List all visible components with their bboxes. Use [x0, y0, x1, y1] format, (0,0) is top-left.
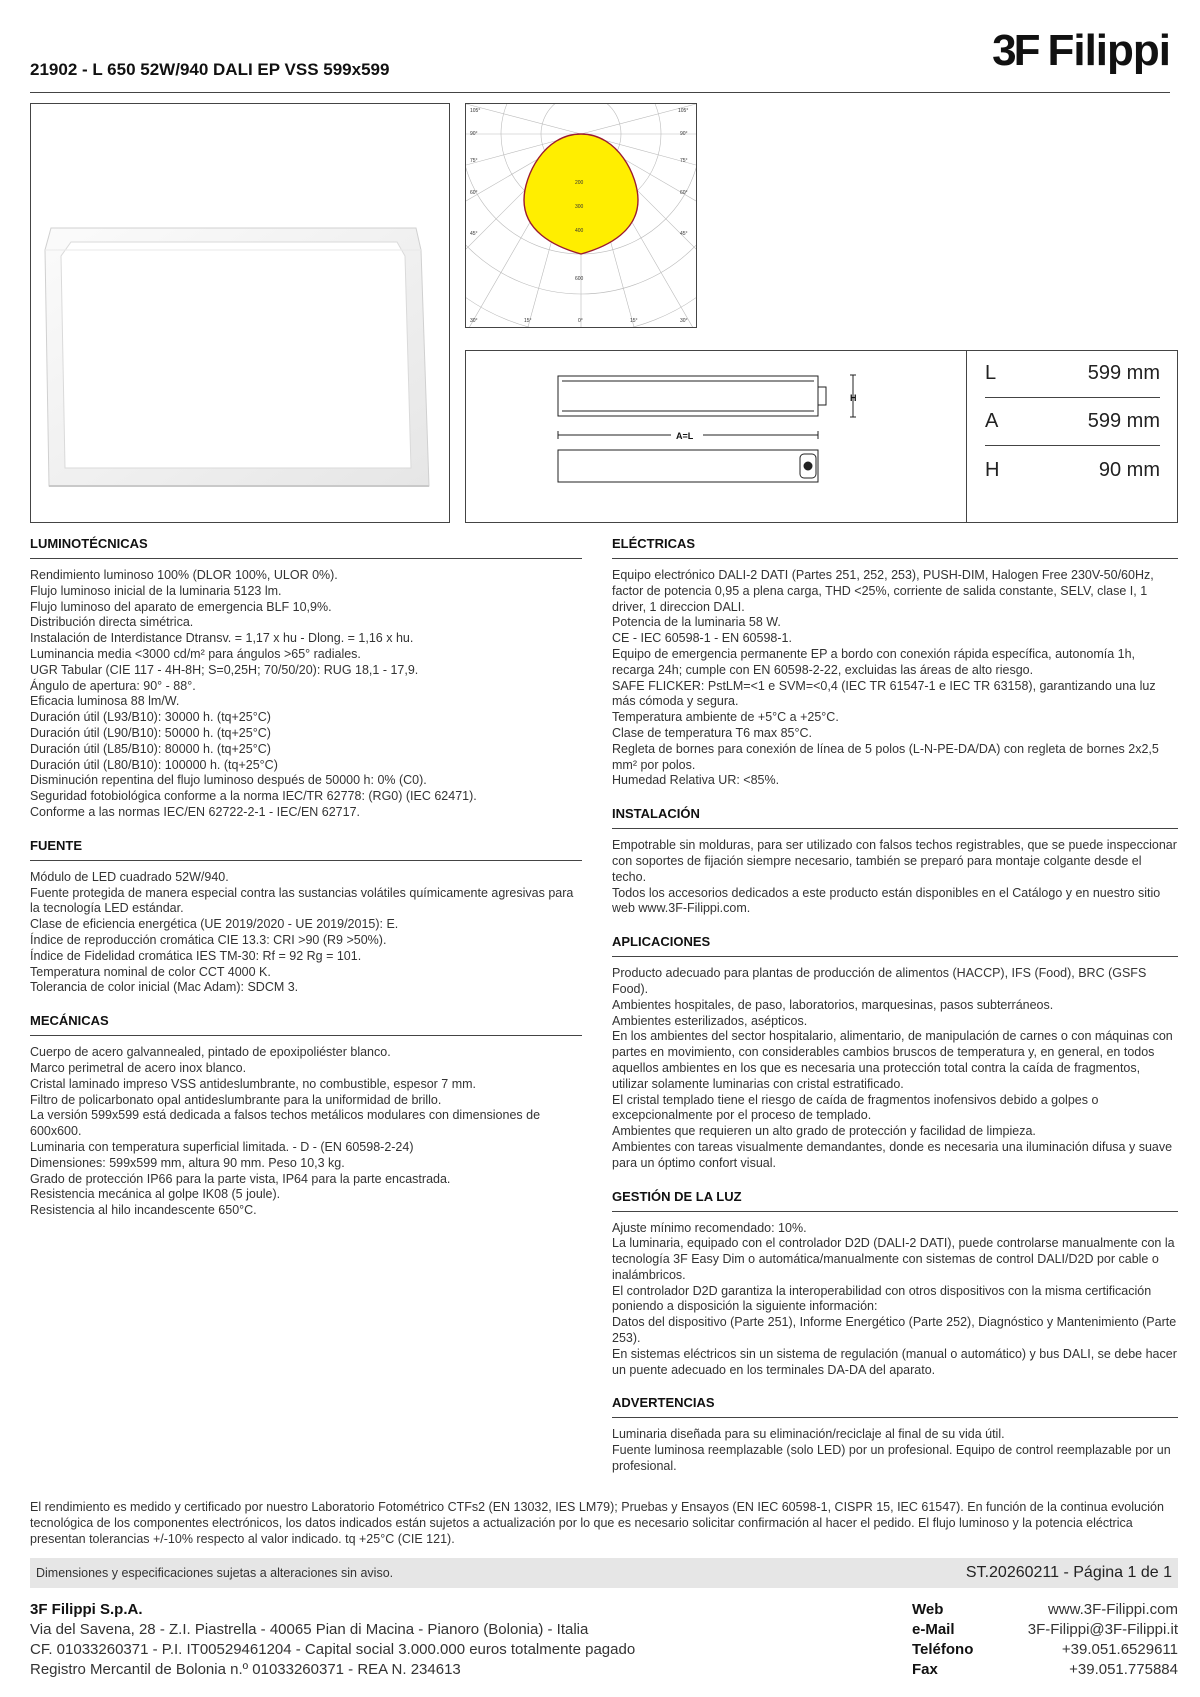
- section-title-advertencias: ADVERTENCIAS: [612, 1392, 1178, 1418]
- panel-diffuser: [61, 242, 411, 468]
- label-60-left: 60°: [470, 190, 478, 196]
- contact-phone: +39.051.6529611: [1061, 1641, 1178, 1658]
- spec-line: Humedad Relativa UR: <85%.: [612, 773, 780, 788]
- width-length-label: A=L: [676, 431, 694, 441]
- spec-line: Dimensiones: 599x599 mm, altura 90 mm. Peso 10,3 kg.: [30, 1155, 345, 1170]
- dimension-row-a: [985, 398, 1160, 446]
- spec-line: Clase de eficiencia energética (UE 2019/2020 - UE 2019/2015): E.: [30, 917, 399, 932]
- spec-line: Resistencia mecánica al golpe IK08 (5 joule).: [30, 1187, 281, 1202]
- spec-line: El cristal templado tiene el riesgo de caída de fragmentos inofensivos debido a golpes o excepcionalmente por el proceso de templado.: [612, 1092, 1099, 1123]
- company-registry: Registro Mercantil de Bolonia n.º 01033260371 - REA N. 234613: [30, 1661, 461, 1678]
- label-15-bottom-left: 15°: [524, 318, 532, 324]
- label-75-right: 75°: [680, 158, 688, 164]
- spec-line: Conforme a las normas IEC/EN 62722-2-1 - IEC/EN 62717.: [30, 804, 361, 819]
- section-body-instalacion: [612, 838, 1178, 917]
- contact-email-link[interactable]: 3F-Filippi@3F-Filippi.it: [1027, 1621, 1178, 1638]
- contact-key: Web: [912, 1601, 944, 1618]
- contact-fax: +39.051.775884: [1069, 1661, 1178, 1678]
- ring-400: 400: [575, 228, 584, 234]
- dimension-row-l: [985, 350, 1160, 398]
- section-body-fuente: [30, 870, 582, 996]
- spec-line: Índice de reproducción cromática CIE 13.3: CRI >90 (R9 >50%).: [30, 932, 387, 947]
- spec-line: Disminución repentina del flujo luminoso después de 50000 h: 0% (C0).: [30, 773, 427, 788]
- spec-line: Luminaria con temperatura superficial limitada. - D - (EN 60598-2-24): [30, 1139, 414, 1154]
- dimension-key: L: [985, 362, 997, 384]
- spec-line: Distribución directa simétrica.: [30, 615, 194, 630]
- label-75-left: 75°: [470, 158, 478, 164]
- label-45-left: 45°: [470, 231, 478, 237]
- spec-line: Empotrable sin molduras, para ser utilizado con falsos techos registrables, que se puede inspeccionar con soportes de fijación siempre necesario, también se preparó para montaje colgante desde el techo.: [612, 838, 1177, 884]
- dimension-value: 599 mm: [1087, 362, 1160, 384]
- disclaimer-text: Dimensiones y especificaciones sujetas a alteraciones sin aviso.: [36, 1566, 394, 1580]
- spec-line: Cristal laminado impreso VSS antideslumbrante, no combustible, espesor 7 mm.: [30, 1076, 477, 1091]
- dimension-row-h: [985, 446, 1160, 494]
- certification-footnote: El rendimiento es medido y certificado por nuestro Laboratorio Fotométrico CTFs2 (EN 13032, IES LM79); Pruebas y Ensayos (EN IEC 60598-1, CISPR 15, IEC 61547). En función de la continua evolución tecnológica de los componentes electrónicos, los datos indicados están sujetos a actualización por lo que es necesario solicitar confirmación al hacer el pedido. El flujo luminoso y la potencia eléctrica presentan tolerancias +/-10% respecto al valor indicado. tq +25°C (CIE 121).: [30, 1500, 1164, 1546]
- section-body-electricas: [612, 568, 1178, 789]
- section-title-mecanicas: MECÁNICAS: [30, 1010, 582, 1036]
- spec-line: Todos los accesorios dedicados a este producto están disponibles en el Catálogo y en nuestro sitio web www.3F-Filippi.com.: [612, 885, 1161, 916]
- company-fiscal: CF. 01033260371 - P.I. IT00529461204 - Capital social 3.000.000 euros totalmente pagado: [30, 1641, 636, 1658]
- polar-chart: [466, 104, 696, 327]
- left-column: [30, 533, 582, 1233]
- section-body-gestion: [612, 1221, 1178, 1379]
- spec-line: Filtro de policarbonato opal antideslumbrante para la uniformidad de brillo.: [30, 1092, 442, 1107]
- spec-line: Índice de Fidelidad cromática IES TM-30: Rf = 92 Rg = 101.: [30, 948, 362, 963]
- section-body-luminotecnicas: [30, 568, 582, 821]
- label-30-bottom-right: 30°: [680, 318, 688, 324]
- spec-line: Ajuste mínimo recomendado: 10%.: [612, 1220, 807, 1235]
- spec-line: Ambientes esterilizados, asépticos.: [612, 1013, 808, 1028]
- label-105-right: 105°: [678, 108, 689, 114]
- spec-line: Luminaria diseñada para su eliminación/reciclaje al final de su vida útil.: [612, 1427, 1005, 1442]
- spec-line: Cuerpo de acero galvannealed, pintado de epoxipoliéster blanco.: [30, 1045, 391, 1060]
- spec-line: Clase de temperatura T6 max 85°C.: [612, 725, 812, 740]
- spec-line: Grado de protección IP66 para la parte vista, IP64 para la parte encastrada.: [30, 1171, 451, 1186]
- dimension-key: A: [985, 410, 999, 432]
- logo-text: Filippi: [1047, 26, 1170, 75]
- label-90-left: 90°: [470, 131, 478, 137]
- contact-row-web: [912, 1600, 1178, 1620]
- ring-200: 200: [575, 180, 584, 186]
- spec-line: Luminancia media <3000 cd/m² para ángulos >65° radiales.: [30, 646, 361, 661]
- height-label: H: [850, 393, 857, 403]
- company-address: Via del Savena, 28 - Z.I. Piastrella - 40065 Pian di Macina - Pianoro (Bolonia) - Italia: [30, 1621, 589, 1638]
- contact-info: [912, 1600, 1178, 1680]
- spec-line: Ambientes que requieren un alto grado de protección y facilidad de limpieza.: [612, 1124, 1036, 1139]
- spec-line: Temperatura nominal de color CCT 4000 K.: [30, 964, 271, 979]
- contact-row-email: [912, 1620, 1178, 1640]
- label-60-right: 60°: [680, 190, 688, 196]
- dimensions-table: [966, 350, 1178, 523]
- label-30-bottom-left: 30°: [470, 318, 478, 324]
- photometric-diagram: [465, 103, 697, 328]
- section-title-gestion: GESTIÓN DE LA LUZ: [612, 1186, 1178, 1212]
- spec-line: Temperatura ambiente de +5°C a +25°C.: [612, 710, 839, 725]
- spec-line: Duración útil (L90/B10): 50000 h. (tq+25°C): [30, 725, 271, 740]
- spec-line: Ambientes con tareas visualmente demandantes, donde es necesaria una iluminación difusa y suave para un óptimo confort visual.: [612, 1139, 1173, 1170]
- logo-mark: 3F: [992, 26, 1038, 75]
- spec-line: La luminaria, equipado con el controlador D2D (DALI-2 DATI), puede controlarse manualmente con la tecnología 3F Easy Dim o automática/manualmente con sistemas de control DALI/D2D por cable o inalámbricos.: [612, 1236, 1175, 1282]
- ring-300: 300: [575, 204, 584, 210]
- section-body-mecanicas: [30, 1045, 582, 1219]
- spec-line: Módulo de LED cuadrado 52W/940.: [30, 869, 229, 884]
- spec-line: Flujo luminoso del aparato de emergencia BLF 10,9%.: [30, 599, 332, 614]
- contact-row-fax: [912, 1660, 1178, 1680]
- ring-600: 600: [575, 276, 584, 282]
- spec-line: Producto adecuado para plantas de producción de alimentos (HACCP), IFS (Food), BRC (GSFS Food).: [612, 966, 1147, 996]
- section-title-luminotecnicas: LUMINOTÉCNICAS: [30, 533, 582, 559]
- spec-line: Fuente luminosa reemplazable (solo LED) por un profesional. Equipo de control reemplazable por un profesional.: [612, 1443, 1171, 1474]
- section-title-electricas: ELÉCTRICAS: [612, 533, 1178, 559]
- dimension-drawing: [466, 351, 966, 522]
- dimension-value: 90 mm: [1098, 458, 1160, 481]
- spec-line: Rendimiento luminoso 100% (DLOR 100%, ULOR 0%).: [30, 568, 338, 582]
- spec-line: Resistencia al hilo incandescente 650°C.: [30, 1203, 257, 1218]
- spec-line: SAFE FLICKER: PstLM=<1 e SVM=<0,4 (IEC TR 61547-1 e IEC TR 63158), garantizando una luz más cómoda y segura.: [612, 678, 1156, 709]
- spec-line: Fuente protegida de manera especial contra las sustancias volátiles químicamente agresivas para la tecnología LED estándar.: [30, 885, 574, 916]
- contact-key: e-Mail: [912, 1621, 955, 1638]
- page-reference: ST.20260211 - Página 1 de 1: [965, 1564, 1172, 1581]
- spec-line: Duración útil (L80/B10): 100000 h. (tq+25°C): [30, 757, 278, 772]
- photometric-curve: [524, 134, 638, 254]
- contact-key: Fax: [912, 1661, 938, 1678]
- spec-line: La versión 599x599 está dedicada a falsos techos metálicos modulares con dimensiones de 600x600.: [30, 1108, 541, 1139]
- spec-line: Equipo de emergencia permanente EP a bordo con conexión rápida específica, autonomía 1h, recarga 24h; cumple con EN 60598-2-22, excluidas las áreas de alto riesgo.: [612, 646, 1136, 677]
- section-title-fuente: FUENTE: [30, 835, 582, 861]
- brand-logo: [992, 26, 1170, 76]
- spec-line: Potencia de la luminaria 58 W.: [612, 615, 781, 630]
- section-title-instalacion: INSTALACIÓN: [612, 803, 1178, 829]
- spec-line: Duración útil (L85/B10): 80000 h. (tq+25°C): [30, 741, 271, 756]
- label-90-right: 90°: [680, 131, 688, 137]
- spec-line: Eficacia luminosa 88 lm/W.: [30, 694, 180, 709]
- spec-line: En sistemas eléctricos sin un sistema de regulación (manual o automático) y bus DALI, se debe hacer un puente adecuado en los terminales DA-DA del aparato.: [612, 1346, 1177, 1377]
- label-0-bottom: 0°: [578, 318, 583, 324]
- header-divider: [30, 92, 1170, 93]
- spec-line: Datos del dispositivo (Parte 251), Informe Energético (Parte 252), Diagnóstico y Mantenimiento (Parte 253).: [612, 1315, 1177, 1346]
- label-105-left: 105°: [470, 108, 481, 114]
- spec-line: Instalación de Interdistance Dtransv. = 1,17 x hu - Dlong. = 1,16 x hu.: [30, 631, 414, 646]
- spec-line: Tolerancia de color inicial (Mac Adam): SDCM 3.: [30, 980, 299, 995]
- spec-line: Ángulo de apertura: 90° - 88°.: [30, 678, 196, 693]
- spec-line: El controlador D2D garantiza la interoperabilidad con otros dispositivos con la misma certificación poniendo a disposición la siguiente información:: [612, 1283, 1152, 1314]
- spec-line: UGR Tabular (CIE 117 - 4H-8H; S=0,25H; 70/50/20): RUG 18,1 - 17,9.: [30, 662, 419, 677]
- label-15-bottom-right: 15°: [630, 318, 638, 324]
- dimension-value: 599 mm: [1087, 410, 1160, 432]
- product-image: [31, 104, 449, 522]
- company-info: [30, 1600, 635, 1680]
- spec-line: Marco perimetral de acero inox blanco.: [30, 1060, 247, 1075]
- section-body-aplicaciones: [612, 966, 1178, 1171]
- label-45-right: 45°: [680, 231, 688, 237]
- spec-line: Regleta de bornes para conexión de línea de 5 polos (L-N-PE-DA/DA) con regleta de bornes 2x2,5 mm² por polos.: [612, 741, 1159, 772]
- contact-web-link[interactable]: www.3F-Filippi.com: [1047, 1601, 1178, 1618]
- spec-line: Duración útil (L93/B10): 30000 h. (tq+25°C): [30, 710, 271, 725]
- section-body-advertencias: [612, 1427, 1178, 1474]
- spec-line: En los ambientes del sector hospitalario, alimentario, de manipulación de carnes o con máquinas con partes en movimiento, con considerables cambios bruscos de temperatura y, en general, en todos aquellos ambientes en los que es necesaria una protección total contra la caída de fragmentos, utilizar solamente luminarias con cristal estratificado.: [612, 1029, 1173, 1091]
- section-title-aplicaciones: APLICACIONES: [612, 931, 1178, 957]
- spec-line: Seguridad fotobiológica conforme a la norma IEC/TR 62778: (RG0) (IEC 62471).: [30, 789, 477, 804]
- dimension-key: H: [985, 458, 1000, 481]
- disclaimer-bar: [30, 1558, 1178, 1588]
- spec-line: Flujo luminoso inicial de la luminaria 5123 lm.: [30, 583, 282, 598]
- product-image-frame: [30, 103, 450, 523]
- product-title: 21902 - L 650 52W/940 DALI EP VSS 599x599: [30, 60, 390, 79]
- spec-line: Ambientes hospitales, de paso, laboratorios, marquesinas, pasos subterráneos.: [612, 997, 1054, 1012]
- contact-key: Teléfono: [912, 1641, 974, 1658]
- right-column: [612, 533, 1178, 1489]
- spec-line: Equipo electrónico DALI-2 DATI (Partes 251, 252, 253), PUSH-DIM, Halogen Free 230V-50/60Hz, factor de potencia 0,95 a plena carga, THD <25%, corriente de salida constante, SELV, clase I, 1 driver, 1 direccion DALI.: [612, 568, 1154, 614]
- company-name: 3F Filippi S.p.A.: [30, 1601, 143, 1618]
- contact-row-phone: [912, 1640, 1178, 1660]
- spec-line: CE - IEC 60598-1 - EN 60598-1.: [612, 631, 792, 646]
